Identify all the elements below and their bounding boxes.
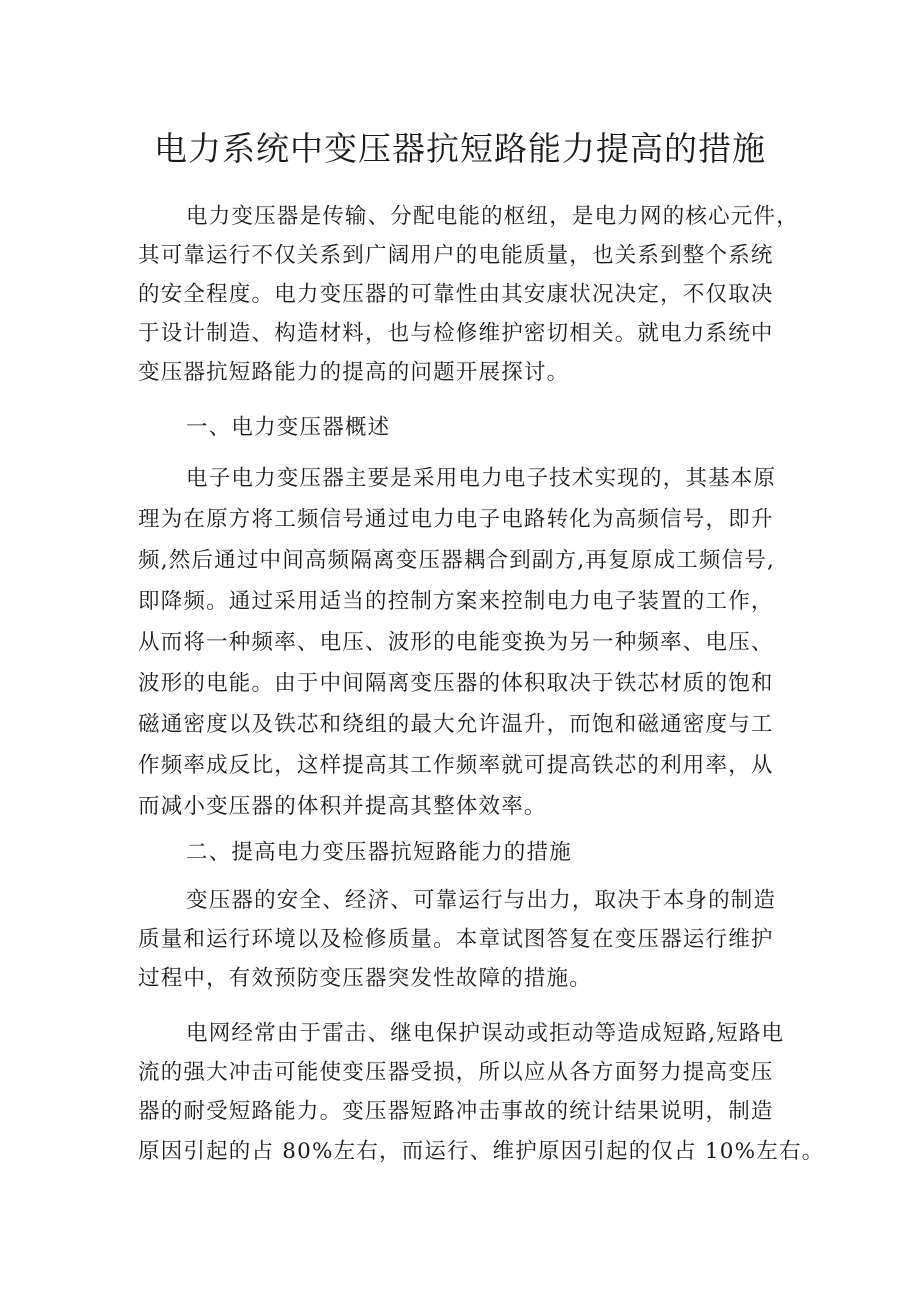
section-heading-2: 二、提高电力变压器抗短路能力的措施 — [186, 840, 572, 865]
paragraph-2-line-2: 理为在原方将工频信号通过电力电子电路转化为高频信号，即升 — [138, 507, 774, 532]
document-title: 电力系统中变压器抗短路能力提高的措施 — [154, 129, 766, 168]
paragraph-4-line-1: 电网经常由于雷击、继电保护误动或拒动等造成短路,短路电 — [186, 1021, 785, 1046]
paragraph-4-line-3: 器的耐受短路能力。变压器短路冲击事故的统计结果说明，制造 — [138, 1099, 774, 1124]
paragraph-3-line-2: 质量和运行环境以及检修质量。本章试图答复在变压器运行维护 — [138, 927, 774, 952]
paragraph-2-line-9: 而减小变压器的体积并提高其整体效率。 — [138, 794, 547, 819]
paragraph-1-line-3: 的安全程度。电力变压器的可靠性由其安康状况决定，不仅取决 — [138, 282, 774, 307]
paragraph-2-line-4: 即降频。通过采用适当的控制方案来控制电力电子装置的工作， — [138, 589, 774, 614]
paragraph-2-line-7: 磁通密度以及铁芯和绕组的最大允许温升，而饱和磁通密度与工 — [138, 712, 774, 737]
paragraph-4-line-4: 原因引起的占 80%左右，而运行、维护原因引起的仅占 10%左右。 — [138, 1139, 825, 1164]
paragraph-1-line-4: 于设计制造、构造材料，也与检修维护密切相关。就电力系统中 — [138, 321, 774, 346]
paragraph-1-line-1: 电力变压器是传输、分配电能的枢纽，是电力网的核心元件， — [186, 204, 799, 229]
paragraph-3-line-3: 过程中，有效预防变压器突发性故障的措施。 — [138, 966, 593, 991]
paragraph-2-line-8: 作频率成反比，这样提高其工作频率就可提高铁芯的利用率，从 — [138, 753, 774, 778]
section-heading-1: 一、电力变压器概述 — [186, 415, 391, 440]
paragraph-1-line-2: 其可靠运行不仅关系到广阔用户的电能质量，也关系到整个系统 — [138, 243, 774, 268]
paragraph-2-line-1: 电子电力变压器主要是采用电力电子技术实现的，其基本原 — [186, 466, 777, 491]
paragraph-2-line-5: 从而将一种频率、电压、波形的电能变换为另一种频率、电压、 — [138, 630, 774, 655]
paragraph-2-line-3: 频,然后通过中间高频隔离变压器耦合到副方,再复原成工频信号, — [138, 548, 776, 573]
paragraph-1-line-5: 变压器抗短路能力的提高的问题开展探讨。 — [138, 360, 570, 385]
paragraph-4-line-2: 流的强大冲击可能使变压器受损，所以应从各方面努力提高变压 — [138, 1060, 774, 1085]
paragraph-3-line-1: 变压器的安全、经济、可靠运行与出力，取决于本身的制造 — [186, 888, 777, 913]
paragraph-2-line-6: 波形的电能。由于中间隔离变压器的体积取决于铁芯材质的饱和 — [138, 671, 774, 696]
